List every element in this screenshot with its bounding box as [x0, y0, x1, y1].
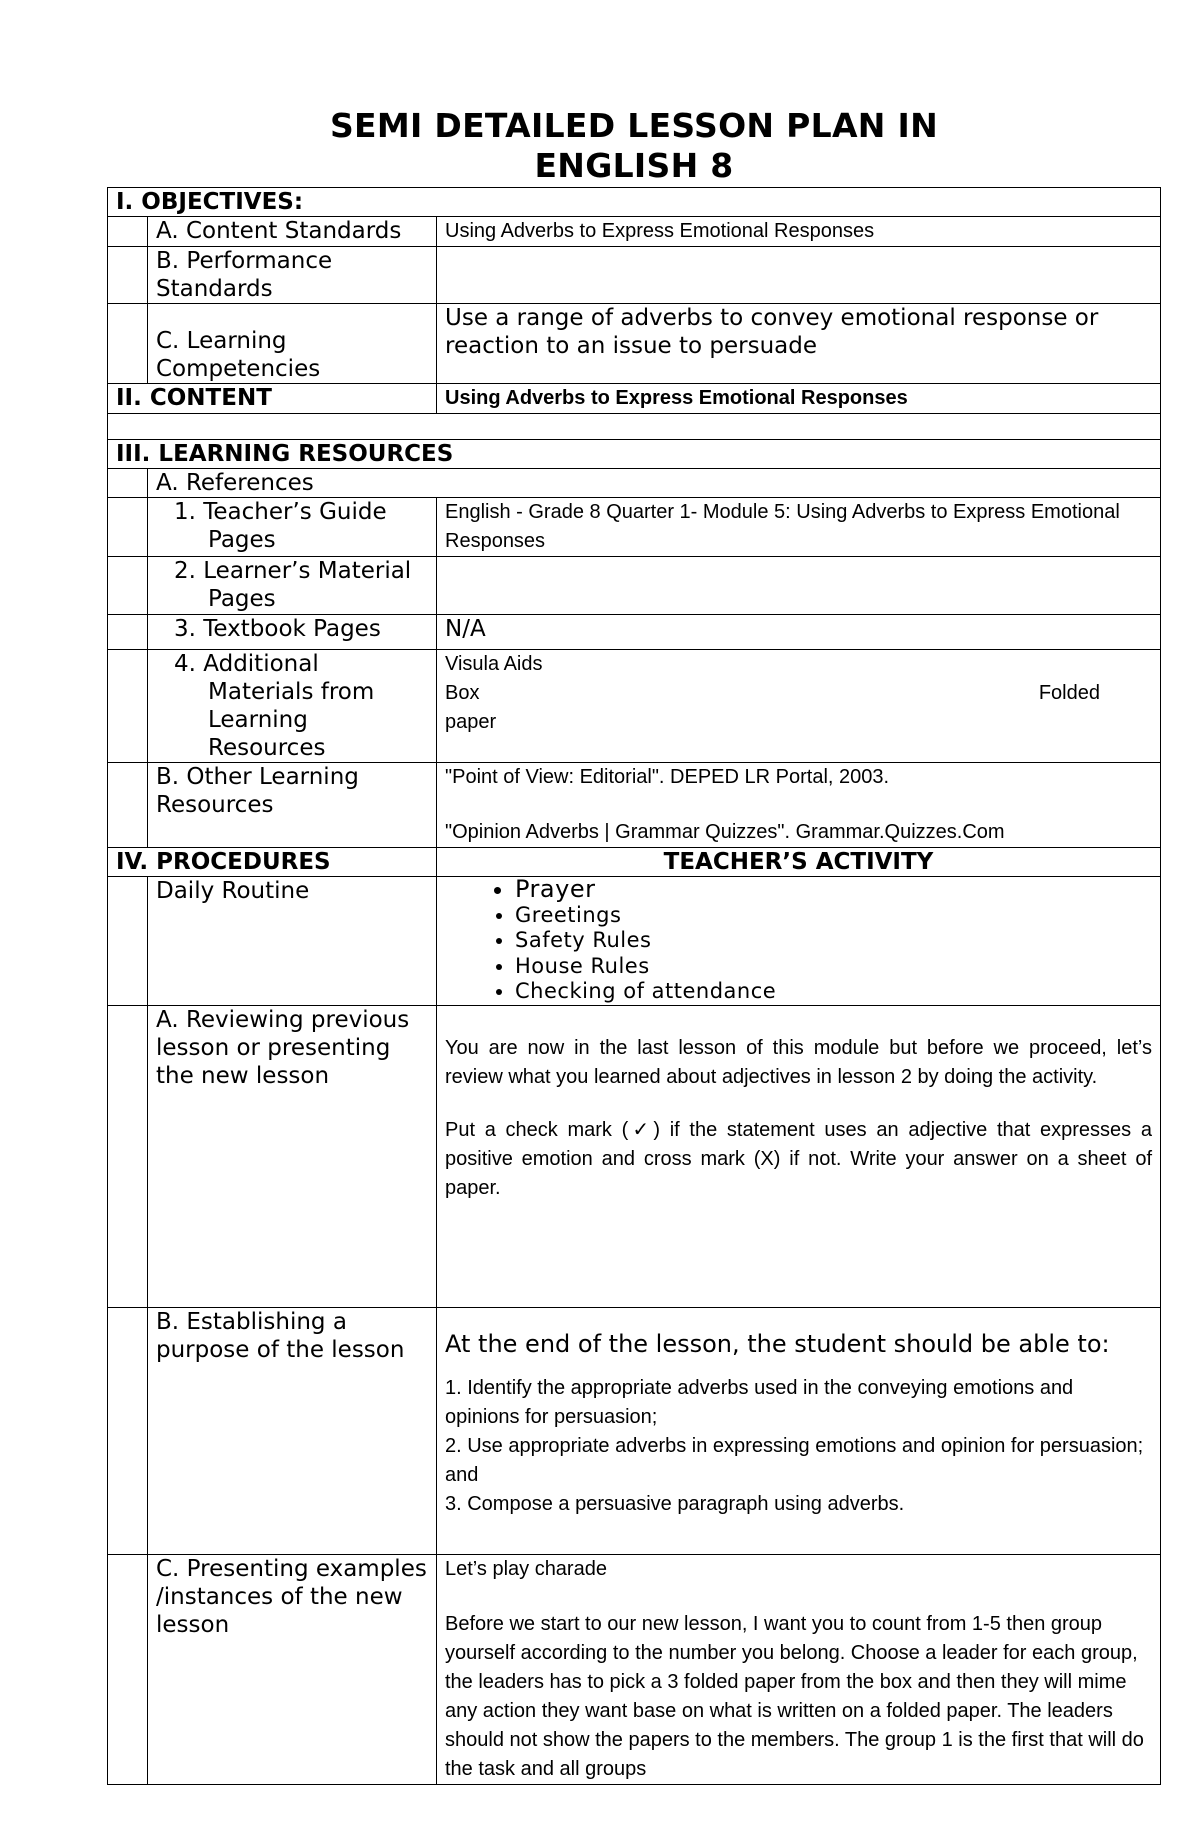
learners-material-text: 2. Learner’s Material Pages — [174, 558, 412, 612]
additional-materials-line-1: Visula Aids — [445, 653, 543, 675]
additional-materials-line-2 — [445, 679, 1152, 708]
other-resources-value — [437, 763, 1161, 848]
materials-folded: Folded — [1038, 682, 1100, 704]
textbook-value: N/A — [437, 615, 1161, 650]
daily-routine-item: • Safety Rules — [515, 928, 1152, 954]
other-resource-2: "Opinion Adverbs | Grammar Quizzes". Grammar.Quizzes.Com — [445, 821, 1005, 843]
content-standards-label: A. Content Standards — [148, 217, 437, 247]
examples-row — [108, 1554, 1161, 1784]
other-resources-label: B. Other Learning Resources — [148, 763, 437, 848]
daily-routine-item: • Checking of attendance — [515, 979, 1152, 1005]
lesson-plan-table — [107, 187, 1161, 1785]
daily-routine-item: • Prayer — [515, 877, 1152, 903]
daily-routine-item: • Greetings — [515, 903, 1152, 929]
teachers-guide-value: English - Grade 8 Quarter 1- Module 5: Using Adverbs to Express Emotional Responses — [437, 498, 1161, 557]
learners-material-value — [437, 557, 1161, 615]
content-value: Using Adverbs to Express Emotional Responses — [437, 384, 1161, 414]
reviewing-paragraph-2: Put a check mark (✓) if the statement uses an adjective that expresses a positive emotion and cross mark (X) if not. Write your answer on a sheet of paper. — [445, 1118, 1152, 1199]
examples-paragraph-1: Let’s play charade — [445, 1557, 607, 1580]
additional-materials-value — [437, 650, 1161, 763]
blank-row — [108, 414, 1161, 440]
additional-materials-text: 4. Additional Materials from Learning Resources — [174, 651, 375, 761]
learners-material-row — [108, 557, 1161, 615]
performance-standards-value — [437, 247, 1161, 304]
references-row — [108, 469, 1161, 498]
textbook-label — [148, 615, 437, 650]
reviewing-label: A. Reviewing previous lesson or presenting the new lesson — [148, 1005, 437, 1307]
additional-materials-row — [108, 650, 1161, 763]
purpose-row — [108, 1307, 1161, 1554]
resources-header-row — [108, 440, 1161, 469]
reviewing-paragraph-1: You are now in the last lesson of this module but before we proceed, let’s review what you learned about adjectives in lesson 2 by doing the activity. — [445, 1036, 1152, 1088]
title-line-1: SEMI DETAILED LESSON PLAN IN — [329, 106, 938, 145]
procedures-header-row — [108, 848, 1161, 877]
other-resources-row — [108, 763, 1161, 848]
examples-label: C. Presenting examples /instances of the new lesson — [148, 1554, 437, 1784]
objectives-heading: I. OBJECTIVES: — [108, 188, 1161, 217]
learning-competencies-row — [108, 304, 1161, 384]
document-title — [0, 106, 1200, 186]
teachers-activity-heading: TEACHER’S ACTIVITY — [437, 848, 1161, 877]
purpose-label: B. Establishing a purpose of the lesson — [148, 1307, 437, 1554]
content-standards-row — [108, 217, 1161, 247]
purpose-value — [437, 1307, 1161, 1554]
textbook-text: 3. Textbook Pages — [174, 616, 381, 642]
performance-standards-row — [108, 247, 1161, 304]
reviewing-row — [108, 1005, 1161, 1307]
learners-material-label — [148, 557, 437, 615]
title-line-2: ENGLISH 8 — [534, 146, 734, 185]
references-label: A. References — [148, 469, 1161, 498]
purpose-intro: At the end of the lesson, the student should be able to: — [445, 1329, 1110, 1358]
daily-routine-list — [445, 877, 1152, 1005]
learning-competencies-value: Use a range of adverbs to convey emotional response or reaction to an issue to persuade — [437, 304, 1161, 384]
purpose-objective-3: 3. Compose a persuasive paragraph using adverbs. — [445, 1492, 905, 1515]
objectives-header-row — [108, 188, 1161, 217]
additional-materials-line-3: paper — [445, 711, 497, 733]
reviewing-value — [437, 1005, 1161, 1307]
teachers-guide-row — [108, 498, 1161, 557]
resources-heading: III. LEARNING RESOURCES — [108, 440, 1161, 469]
daily-routine-label: Daily Routine — [148, 877, 437, 1006]
content-standards-value: Using Adverbs to Express Emotional Responses — [437, 217, 1161, 247]
additional-materials-label — [148, 650, 437, 763]
examples-paragraph-2: Before we start to our new lesson, I want you to count from 1-5 then group yourself according to the number you belong. Choose a leader for each group, the leaders has to pick a 3 folded paper from the box and then they will mime any action they want base on what is written on a folded paper. The leaders should not show the papers to the members. The group 1 is the first that will do the task and all groups — [445, 1612, 1144, 1780]
content-row — [108, 384, 1161, 414]
performance-standards-label: B. Performance Standards — [148, 247, 437, 304]
materials-box: Box — [445, 682, 480, 704]
examples-value — [437, 1554, 1161, 1784]
procedures-heading: IV. PROCEDURES — [108, 848, 437, 877]
daily-routine-row — [108, 877, 1161, 1006]
learning-competencies-label: C. Learning Competencies — [148, 304, 437, 384]
textbook-row — [108, 615, 1161, 650]
purpose-objective-1: 1. Identify the appropriate adverbs used in the conveying emotions and opinions for persuasion; — [445, 1376, 1074, 1428]
other-resource-1: "Point of View: Editorial". DEPED LR Portal, 2003. — [445, 766, 890, 788]
purpose-objective-2: 2. Use appropriate adverbs in expressing emotions and opinion for persuasion; and — [445, 1434, 1144, 1486]
teachers-guide-text: 1. Teacher’s Guide Pages — [174, 499, 387, 553]
daily-routine-value — [437, 877, 1161, 1006]
content-heading: II. CONTENT — [108, 384, 437, 414]
teachers-guide-label — [148, 498, 437, 557]
daily-routine-item: • House Rules — [515, 954, 1152, 980]
